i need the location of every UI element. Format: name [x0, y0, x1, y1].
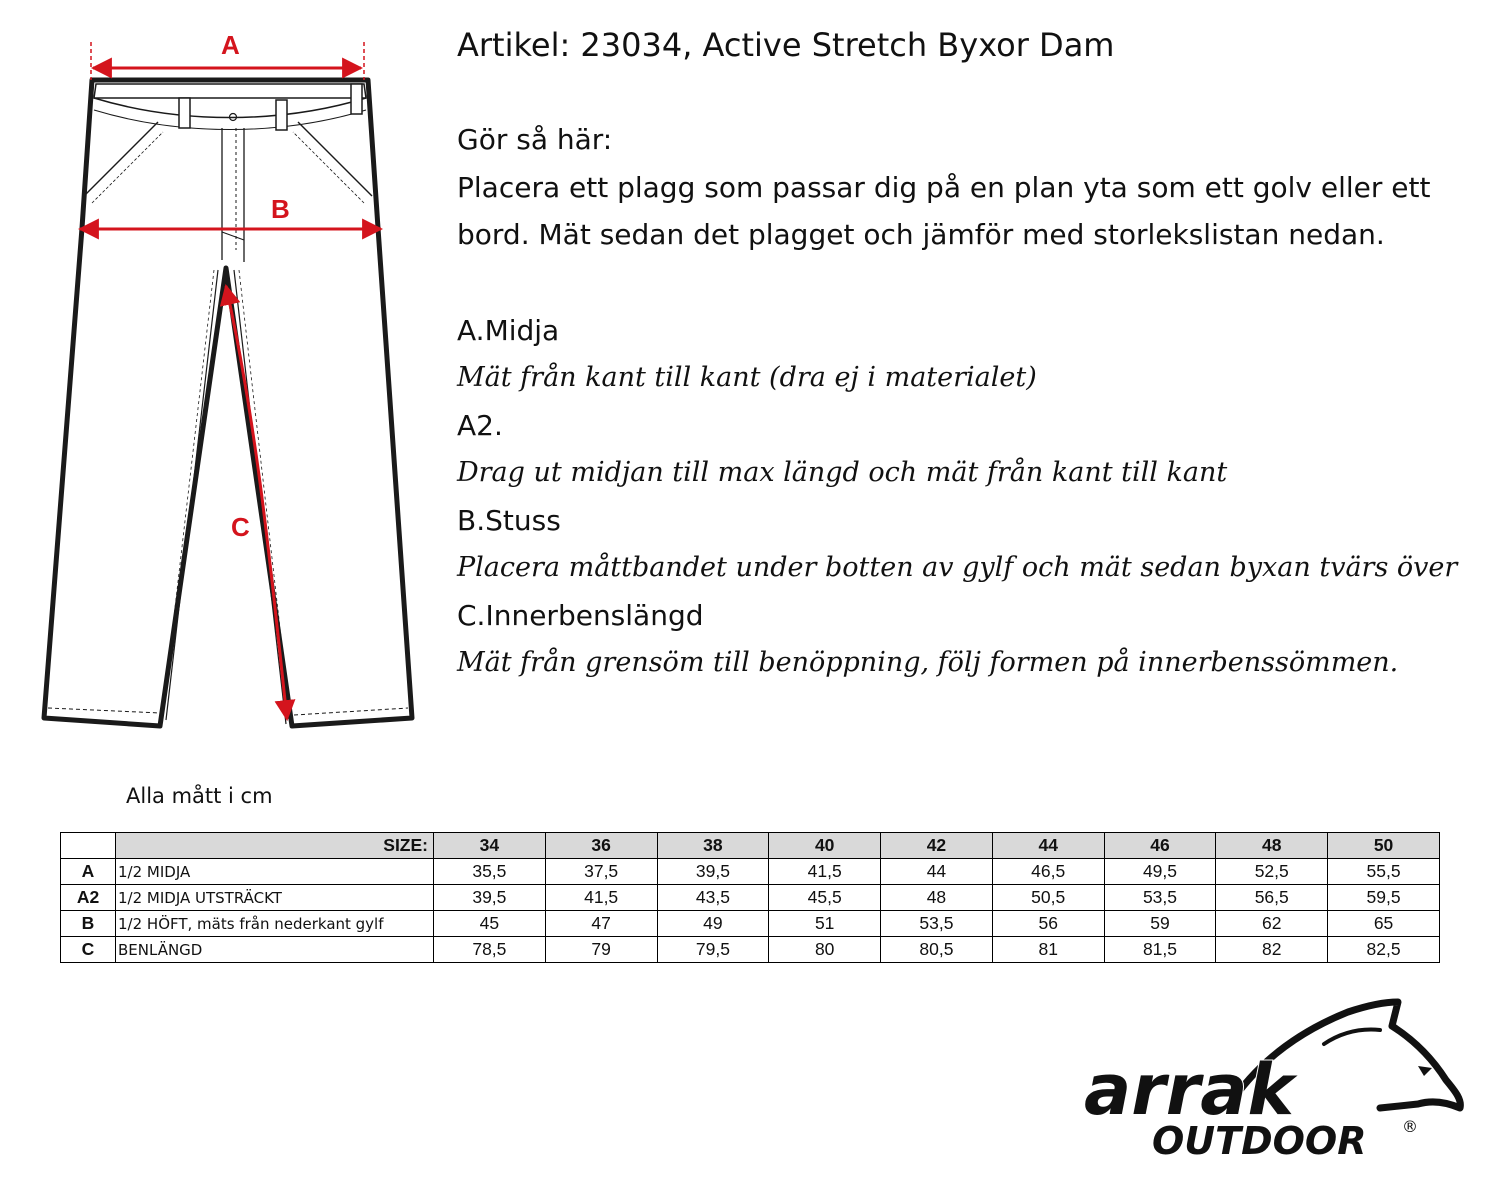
size-header: 48 — [1216, 833, 1328, 859]
size-header: 38 — [657, 833, 769, 859]
table-cell: 56 — [992, 911, 1104, 937]
pants-outline — [44, 80, 412, 726]
table-row — [61, 911, 1440, 937]
pants-measurement-diagram — [0, 0, 440, 740]
table-cell: 82,5 — [1328, 937, 1440, 963]
table-cell: 45,5 — [769, 885, 881, 911]
table-cell: 52,5 — [1216, 859, 1328, 885]
table-cell: 48 — [881, 885, 993, 911]
row-label: BENLÄNGD — [116, 937, 434, 963]
row-code: A — [61, 859, 116, 885]
table-cell: 81,5 — [1104, 937, 1216, 963]
row-label: 1/2 MIDJA UTSTRÄCKT — [116, 885, 434, 911]
table-row — [61, 937, 1440, 963]
table-cell: 81 — [992, 937, 1104, 963]
table-cell: 78,5 — [434, 937, 546, 963]
table-cell: 46,5 — [992, 859, 1104, 885]
table-cell: 51 — [769, 911, 881, 937]
logo-sub: OUTDOOR — [1152, 1119, 1367, 1163]
instructions-body: Placera ett plagg som passar dig på en plan yta som ett golv eller ett bord. Mät sedan det plagget och jämför med storlekslistan nedan. — [457, 170, 1431, 251]
measurement-b-description: Placera måttbandet under botten av gylf och mät sedan byxan tvärs över — [457, 552, 1458, 583]
table-cell: 79,5 — [657, 937, 769, 963]
measurement-c-description: Mät från grensöm till benöppning, följ formen på innerbenssömmen. — [457, 647, 1399, 678]
logo-word: arrak — [1084, 1049, 1295, 1131]
table-cell: 44 — [881, 859, 993, 885]
arrak-outdoor-logo — [1080, 996, 1470, 1166]
size-header: 44 — [992, 833, 1104, 859]
size-header: 40 — [769, 833, 881, 859]
header-blank — [61, 833, 116, 859]
table-cell: 80,5 — [881, 937, 993, 963]
table-cell: 59 — [1104, 911, 1216, 937]
table-cell: 65 — [1328, 911, 1440, 937]
table-cell: 41,5 — [769, 859, 881, 885]
label-a: A — [221, 30, 240, 60]
instructions-heading: Gör så här: — [457, 123, 613, 156]
table-cell: 37,5 — [545, 859, 657, 885]
table-cell: 53,5 — [1104, 885, 1216, 911]
spacer — [457, 259, 1467, 307]
unit-note: Alla mått i cm — [126, 784, 273, 808]
size-header: 34 — [434, 833, 546, 859]
table-cell: 55,5 — [1328, 859, 1440, 885]
table-row — [61, 885, 1440, 911]
row-label: 1/2 HÖFT, mäts från nederkant gylf — [116, 911, 434, 937]
table-row — [61, 859, 1440, 885]
size-header: 36 — [545, 833, 657, 859]
table-cell: 53,5 — [881, 911, 993, 937]
table-cell: 49,5 — [1104, 859, 1216, 885]
label-c: C — [231, 512, 250, 542]
row-code: B — [61, 911, 116, 937]
registered-mark: ® — [1402, 1117, 1418, 1136]
table-cell: 59,5 — [1328, 885, 1440, 911]
table-cell: 47 — [545, 911, 657, 937]
measurement-c-label: C.Innerbenslängd — [457, 598, 704, 632]
size-table — [60, 832, 1440, 963]
table-cell: 62 — [1216, 911, 1328, 937]
table-cell: 43,5 — [657, 885, 769, 911]
table-cell: 39,5 — [657, 859, 769, 885]
table-cell: 56,5 — [1216, 885, 1328, 911]
measurement-a2-label: A2. — [457, 408, 503, 442]
table-cell: 80 — [769, 937, 881, 963]
table-cell: 79 — [545, 937, 657, 963]
page-title: Artikel: 23034, Active Stretch Byxor Dam — [457, 26, 1115, 64]
size-header: 50 — [1328, 833, 1440, 859]
size-label: SIZE: — [116, 833, 434, 859]
table-cell: 49 — [657, 911, 769, 937]
measurement-b-label: B.Stuss — [457, 503, 561, 537]
measurement-a2-description: Drag ut midjan till max längd och mät från kant till kant — [457, 457, 1228, 488]
row-code: C — [61, 937, 116, 963]
table-cell: 35,5 — [434, 859, 546, 885]
table-cell: 39,5 — [434, 885, 546, 911]
table-cell: 41,5 — [545, 885, 657, 911]
row-code: A2 — [61, 885, 116, 911]
size-header-row — [61, 833, 1440, 859]
size-header: 46 — [1104, 833, 1216, 859]
size-header: 42 — [881, 833, 993, 859]
table-cell: 50,5 — [992, 885, 1104, 911]
row-label: 1/2 MIDJA — [116, 859, 434, 885]
instructions — [457, 116, 1467, 687]
table-cell: 82 — [1216, 937, 1328, 963]
table-cell: 45 — [434, 911, 546, 937]
measurement-a-description: Mät från kant till kant (dra ej i materialet) — [457, 362, 1037, 393]
label-b: B — [271, 194, 290, 224]
measurement-a-label: A.Midja — [457, 313, 560, 347]
